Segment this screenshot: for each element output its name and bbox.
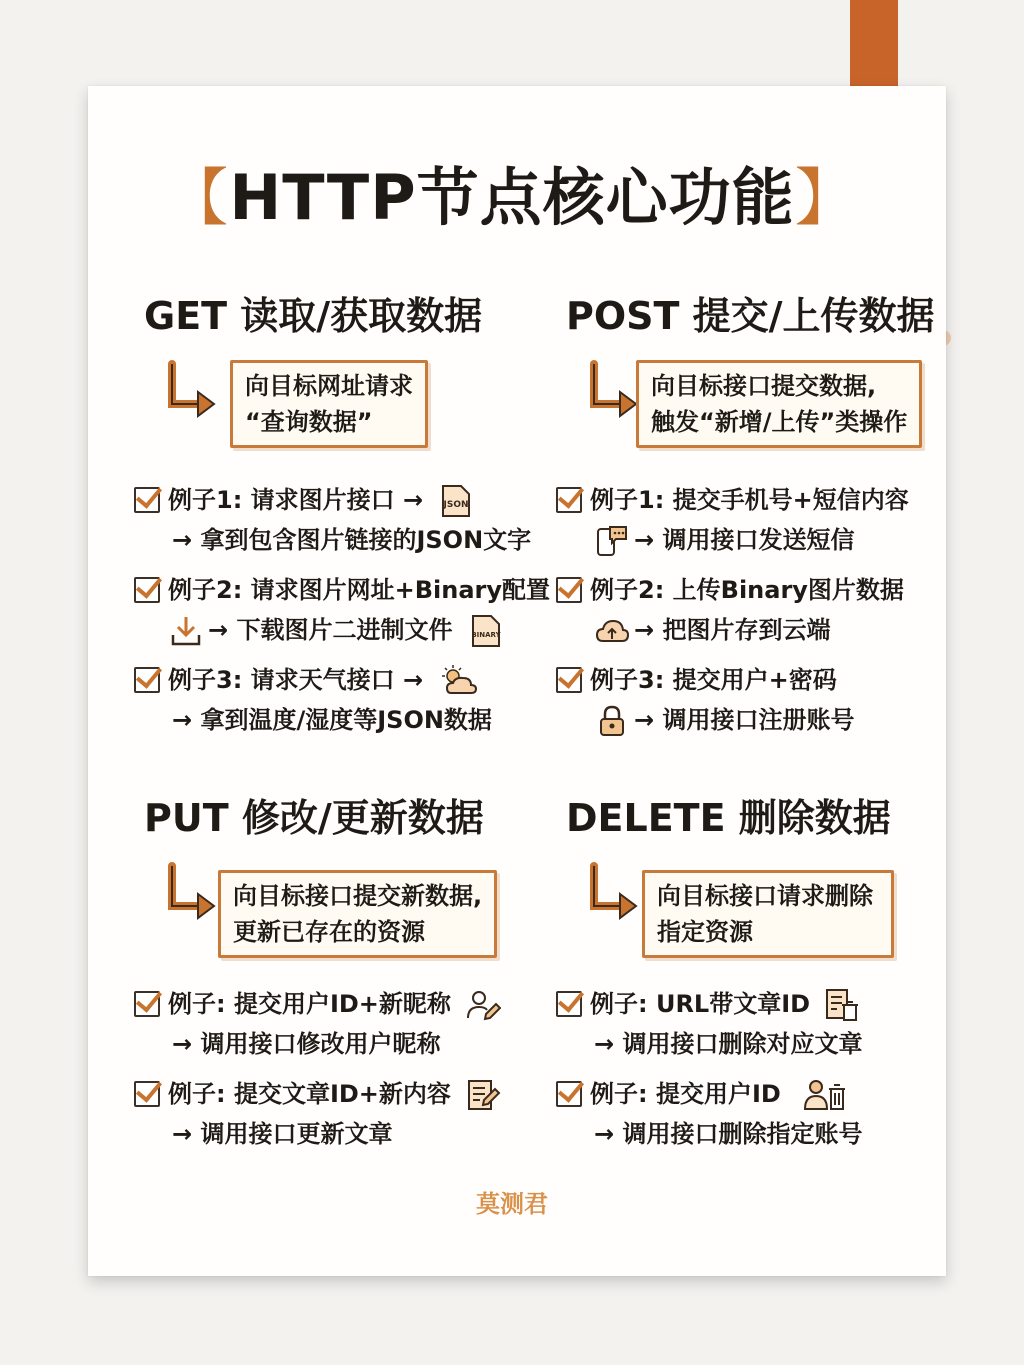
checkbox-icon: [556, 667, 582, 693]
svg-text:JSON: JSON: [443, 500, 469, 510]
checkbox-icon: [556, 577, 582, 603]
bend-arrow-icon: [584, 360, 640, 424]
bend-arrow-icon: [584, 862, 640, 926]
sms-phone-icon: [594, 523, 630, 559]
checkbox-icon: [134, 667, 160, 693]
author-signature: 莫测君: [476, 1190, 548, 1218]
checkbox-icon: [134, 991, 160, 1017]
title-bracket-right: 】: [794, 161, 858, 234]
checkbox-icon: [134, 1081, 160, 1107]
top-accent-tab: [850, 0, 898, 86]
section-description: 向目标接口请求删除 指定资源: [642, 870, 894, 958]
page-title: [0, 158, 1024, 238]
checkbox-icon: [556, 487, 582, 513]
section-heading: GET 读取/获取数据: [134, 288, 492, 348]
json-file-icon: [437, 483, 473, 519]
section-heading: POST 提交/上传数据: [556, 288, 945, 348]
user-edit-icon: [465, 987, 501, 1023]
checkbox-icon: [134, 577, 160, 603]
section-description: 向目标接口提交数据, 触发“新增/上传”类操作: [636, 360, 922, 448]
cloud-upload-icon: [594, 613, 630, 649]
title-bracket-left: 【: [166, 161, 230, 234]
user-delete-icon: [795, 1077, 855, 1113]
section-heading: DELETE 删除数据: [556, 790, 901, 850]
bend-arrow-icon: [162, 862, 218, 926]
section-description: 向目标接口提交新数据, 更新已存在的资源: [218, 870, 497, 958]
lock-icon: [594, 703, 630, 739]
svg-text:BINARY: BINARY: [471, 631, 501, 639]
document-delete-icon: [824, 987, 860, 1023]
download-icon: [168, 613, 204, 649]
checkbox-icon: [556, 1081, 582, 1107]
checkbox-icon: [134, 487, 160, 513]
weather-icon: [437, 663, 481, 699]
bend-arrow-icon: [162, 360, 218, 424]
document-edit-icon: [465, 1077, 501, 1113]
title-text: HTTP节点核心功能: [229, 161, 795, 234]
binary-file-icon: [467, 613, 503, 649]
section-description: 向目标网址请求 “查询数据”: [230, 360, 428, 448]
checkbox-icon: [556, 991, 582, 1017]
section-heading: PUT 修改/更新数据: [134, 790, 494, 850]
